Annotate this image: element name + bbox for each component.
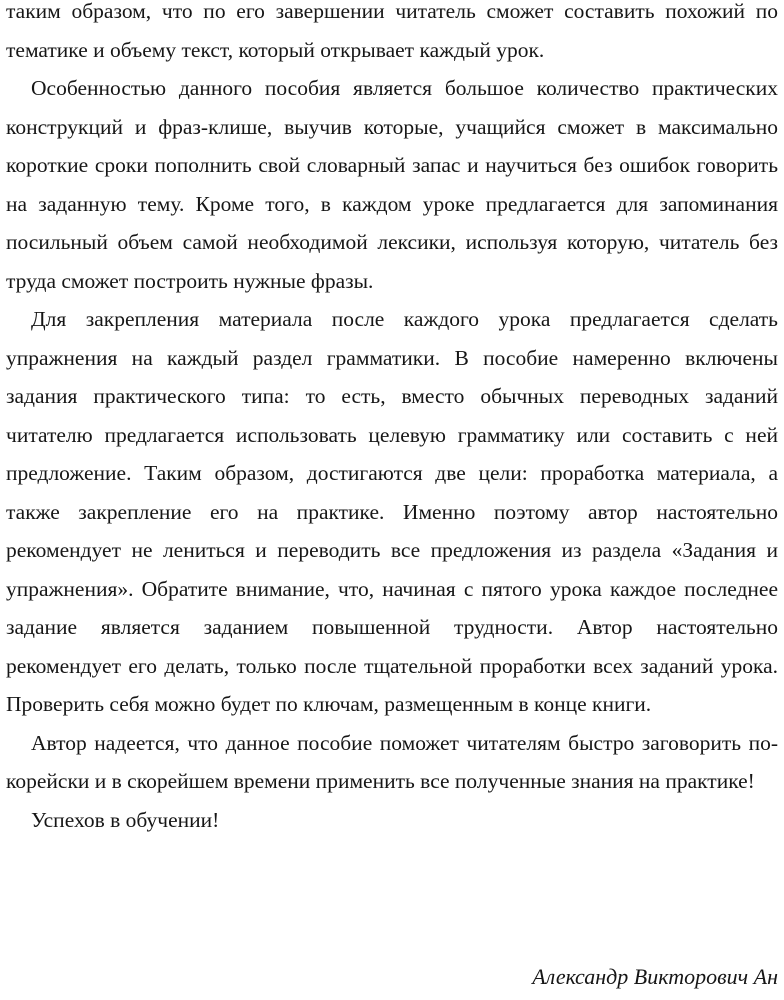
body-text	[6, 0, 778, 839]
paragraph-wish: Успехов в обучении!	[31, 807, 220, 832]
paragraph-continued: таким образом, что по его завершении читатель сможет составить похожий по тематике и объему текст, который открывает каждый урок.	[6, 0, 778, 62]
paragraph-exercises: Для закрепления материала после каждого урока предлагается сделать упражнения на каждый раздел грамматики. В пособие намеренно включены задания практического типа: то есть, вместо обычных переводных заданий читателю предлагается использовать целевую грамматику или составить с ней предложение. Таким образом, достигаются две цели: проработка материала, а также закрепление его на практике. Именно поэтому автор настоятельно рекомендует не лениться и переводить все предложения из раздела «Задания и упражнения». Обратите внимание, что, начиная с пятого урока каждое последнее задание является заданием повышенной трудности. Автор настоятельно рекомендует его делать, только после тщательной проработки всех заданий урока. Проверить себя можно будет по ключам, размещенным в конце книги.	[6, 307, 778, 716]
paragraph-features: Особенностью данного пособия является большое количество практических конструкций и фраз-клише, выучив которые, учащийся сможет в максимально короткие сроки пополнить свой словарный запас и научиться без ошибок говорить на заданную тему. Кроме того, в каждом уроке предлагается для запоминания посильный объем самой необходимой лексики, используя которую, читатель без труда сможет построить нужные фразы.	[6, 76, 778, 293]
paragraph-hope: Автор надеется, что данное пособие поможет читателям быстро заговорить по-корейски и в скорейшем времени применить все полученные знания на практике!	[6, 730, 778, 793]
author-signature: Александр Викторович Ан	[532, 964, 778, 989]
